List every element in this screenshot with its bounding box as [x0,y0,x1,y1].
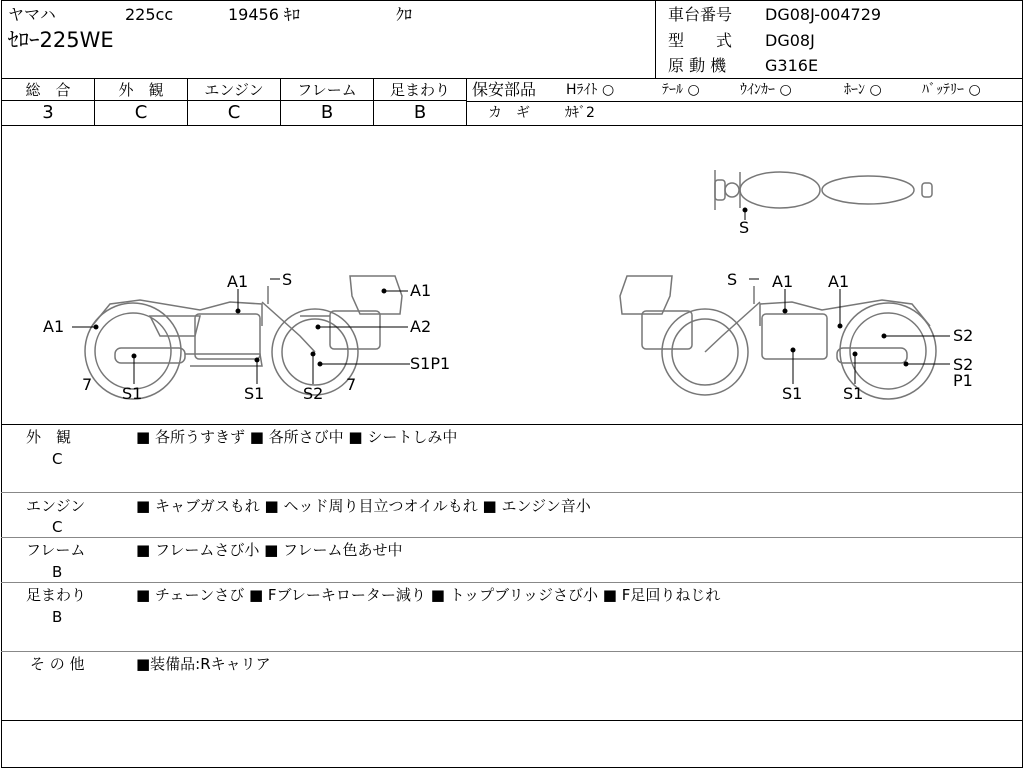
model-name: ｾﾛｰ225WE [8,28,114,52]
grade-value-total: 3 [42,102,54,123]
grade-label-total: 総 合 [25,81,71,99]
displacement: 225cc [125,5,174,24]
safety-item-status: ○ [968,82,981,98]
safety-item-name: ﾊﾞｯﾃﾘｰ [922,82,964,98]
mileage: 19456 ｷﾛ [228,5,300,24]
top-view-label: S [739,218,750,237]
type-label: 型 式 [668,31,733,50]
section-text-exterior: ■ 各所うすきず ■ 各所さび中 ■ シートしみ中 [136,428,458,446]
header-bottom-line [1,78,1022,79]
safety-item-status: ○ [779,82,792,98]
safety-item-status: ○ [601,82,615,98]
section-grade-frame: B [52,563,63,581]
grade-value-frame: B [320,102,334,123]
section-label-engine: エンジン [26,497,86,515]
section-text-suspension: ■ チェーンさび ■ Fブレーキローター減り ■ トップブリッジさび小 ■ F足回りねじれ [136,586,721,604]
safety-item-status: ○ [869,82,882,98]
grade-mid-line [1,100,466,101]
right-label: S [727,270,738,289]
grade-value-suspension: B [413,102,427,123]
key-value: ｶｷﾞ2 [565,105,595,121]
section-label-other: そ の 他 [30,655,85,673]
left-label: A1 [227,272,249,291]
safety-item-name: ﾎｰﾝ [844,82,865,98]
left-label: 7 [346,375,357,394]
engine-value: G316E [765,56,819,75]
grade-label-engine: エンジン [204,81,264,99]
section-text-frame: ■ フレームさび小 ■ フレーム色あせ中 [136,541,403,559]
right-label: S2 [953,326,974,345]
section-line [1,424,1022,425]
right-label: S2 [953,355,974,374]
left-label: S1P1 [410,354,451,373]
left-label: A2 [410,317,432,336]
frame-no: DG08J-004729 [765,5,882,24]
safety-item-status: ○ [687,82,700,98]
left-label: S [282,270,293,289]
safety-mid-line [466,101,1022,102]
safety-item-horn [844,81,882,99]
section-label-suspension: 足まわり [26,586,87,604]
right-label: A1 [828,272,850,291]
right-label: S1 [782,384,803,403]
grade-label-exterior: 外 観 [118,81,164,99]
section-line [1,537,1022,538]
section-line [1,720,1022,721]
section-grade-exterior: C [52,450,63,468]
bike-top-view [715,170,932,210]
type-value: DG08J [765,31,815,50]
color: ｸﾛ [396,5,413,24]
bike-right-side [620,276,936,399]
grade-label-suspension: 足まわり [389,81,450,99]
safety-item-name: ﾃｰﾙ [662,82,683,98]
section-line [1,582,1022,583]
safety-item-name: Hﾗｲﾄ [566,82,598,98]
section-grade-engine: C [52,518,63,536]
right-label: S1 [843,384,864,403]
safety-item-winker [740,81,792,99]
grade-value-exterior: C [134,102,148,123]
section-text-other: ■装備品:Rキャリア [136,655,271,673]
left-label: 7 [82,375,93,394]
left-label: S2 [303,384,324,403]
left-label: S1 [244,384,265,403]
engine-label: 原 動 機 [668,56,727,75]
safety-label: 保安部品 [472,80,537,99]
section-text-engine: ■ キャブガスもれ ■ ヘッド周り目立つオイルもれ ■ エンジン音小 [136,497,591,515]
safety-item-battery [922,81,981,99]
right-label: A1 [772,272,794,291]
section-label-frame: フレーム [26,541,86,559]
safety-item-name: ｳｲﾝｶｰ [740,82,775,98]
frame-no-label: 車台番号 [668,5,733,24]
section-grade-suspension: B [52,608,63,626]
section-label-exterior: 外 観 [26,428,72,446]
grade-value-engine: C [227,102,241,123]
left-label: A1 [410,281,432,300]
left-label: S1 [122,384,143,403]
grade-label-frame: フレーム [297,81,357,99]
safety-item-tail [662,81,700,99]
maker: ヤマハ [8,5,56,24]
section-line [1,492,1022,493]
safety-item-headlight [566,81,614,99]
header-divider [655,0,656,78]
left-label: A1 [43,317,65,336]
bike-diagram [0,126,1024,424]
key-label: カ ギ [488,105,530,121]
section-line [1,651,1022,652]
right-label: P1 [953,371,973,390]
